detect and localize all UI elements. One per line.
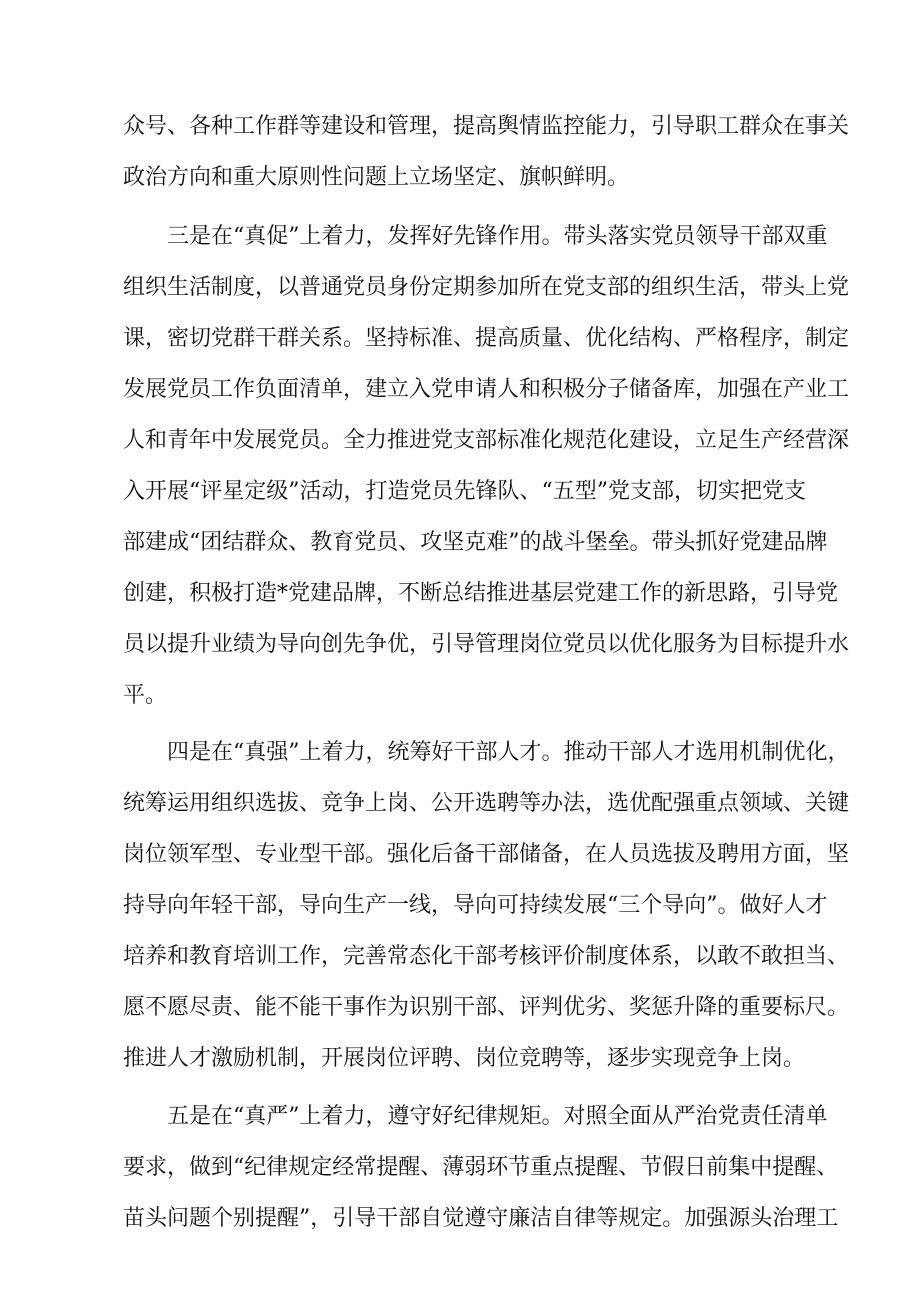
paragraph-4-line: 四是在“真强”上着力，统筹好干部人才。推动干部人才选用机制优化， [167, 740, 850, 765]
paragraph-3-line: 三是在“真促”上着力，发挥好先锋作用。带头落实党员领导干部双重 [167, 224, 828, 249]
paragraph-5-line: 五是在“真严”上着力，遵守好纪律规矩。对照全面从严治党责任清单 [167, 1104, 828, 1129]
text-line: 持导向年轻干部，导向生产一线，导向可持续发展“三个导向”。做好人才 [123, 893, 828, 918]
text-line: 培养和教育培训工作，完善常态化干部考核评价制度体系，以敢不敢担当、 [123, 944, 850, 969]
text-line: 创建，积极打造*党建品牌，不断总结推进基层党建工作的新思路，引导党 [123, 581, 839, 606]
text-line: 入开展“评星定级”活动，打造党员先锋队、“五型”党支部，切实把党支 [123, 479, 806, 504]
text-line: 愿不愿尽责、能不能干事作为识别干部、评判优劣、奖惩升降的重要标尺。 [123, 995, 850, 1020]
text-line: 组织生活制度，以普通党员身份定期参加所在党支部的组织生活，带头上党 [123, 275, 850, 300]
text-line: 岗位领军型、专业型干部。强化后备干部储备，在人员选拔及聘用方面，坚 [123, 842, 850, 867]
text-line: 部建成“团结群众、教育党员、攻坚克难”的战斗堡垒。带头抓好党建品牌 [123, 530, 828, 555]
text-line: 发展党员工作负面清单，建立入党申请人和积极分子储备库，加强在产业工 [123, 377, 850, 402]
text-line: 苗头问题个别提醒”，引导干部自觉遵守廉洁自律等规定。加强源头治理工 [123, 1206, 839, 1231]
text-line: 统筹运用组织选拔、竞争上岗、公开选聘等办法，选优配强重点领域、关键 [123, 791, 850, 816]
text-line: 政治方向和重大原则性问题上立场坚定、旗帜鲜明。 [123, 165, 630, 190]
text-line: 课，密切党群干群关系。坚持标准、提高质量、优化结构、严格程序，制定 [123, 326, 850, 351]
text-line: 平。 [123, 683, 168, 708]
text-line: 推进人才激励机制，开展岗位评聘、岗位竞聘等，逐步实现竞争上岗。 [123, 1046, 806, 1071]
text-line: 员以提升业绩为导向创先争优，引导管理岗位党员以优化服务为目标提升水 [123, 632, 850, 657]
text-line: 人和青年中发展党员。全力推进党支部标准化规范化建设，立足生产经营深 [123, 428, 850, 453]
text-line: 众号、各种工作群等建设和管理，提高舆情监控能力，引导职工群众在事关 [123, 114, 850, 139]
text-line: 要求，做到“纪律规定经常提醒、薄弱环节重点提醒、节假日前集中提醒、 [123, 1155, 839, 1180]
